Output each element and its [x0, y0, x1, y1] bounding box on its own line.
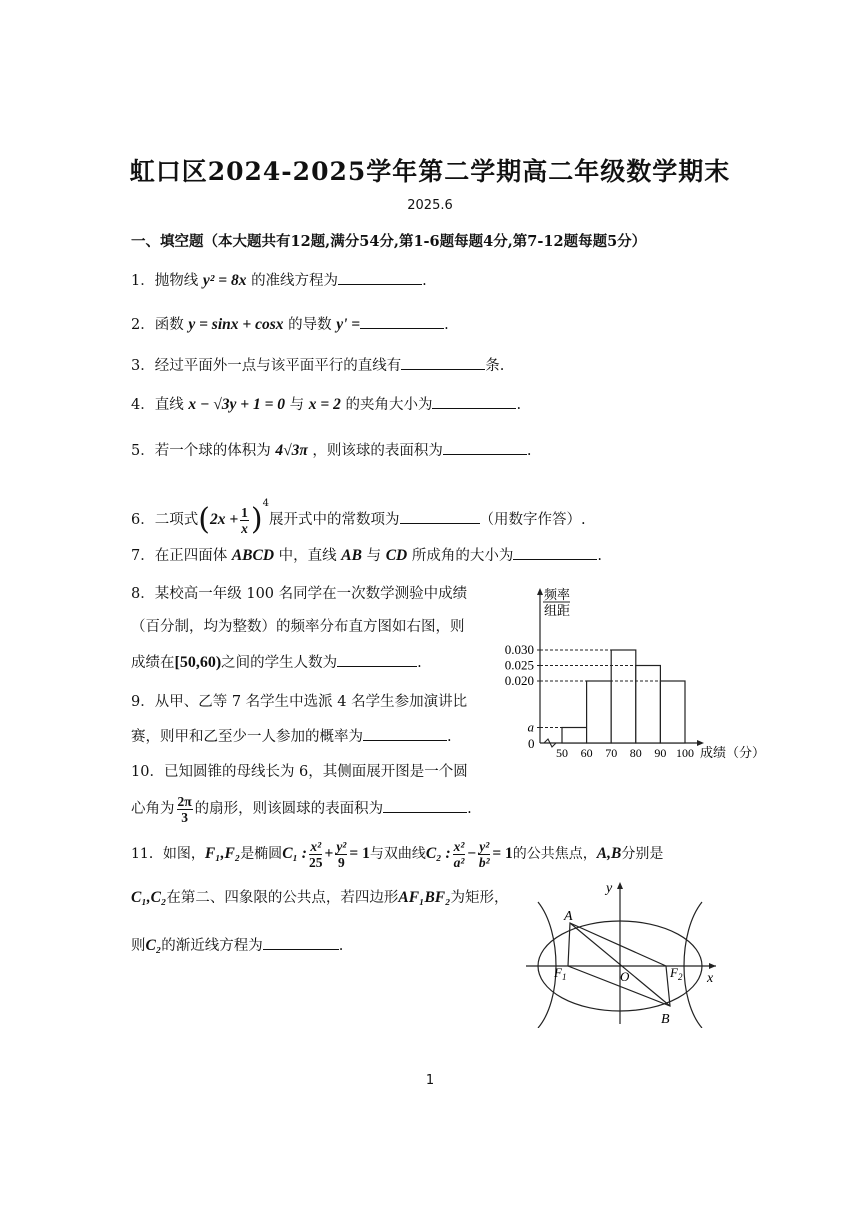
question-text: 之间的学生人数为 [221, 655, 338, 671]
y-axis-arrow-icon [537, 588, 543, 595]
y-tick-label: a [527, 719, 534, 735]
question-number: 8． [131, 586, 155, 602]
question-text: 在正四面体 [154, 548, 228, 564]
y-tick-label: 0.030 [504, 642, 534, 657]
fraction-numerator: 1 [241, 504, 248, 520]
answer-blank[interactable] [400, 509, 480, 524]
question-text: 赛，则甲和乙至少一人参加的概率为 [131, 729, 363, 745]
exponent: 4 [262, 498, 270, 509]
y-tick-label: 0.025 [504, 657, 534, 673]
fraction-denominator: x [241, 520, 248, 536]
answer-blank[interactable] [337, 652, 417, 667]
question-text: 二项式 [154, 512, 199, 528]
question-number: 9． [131, 694, 155, 710]
x-tick-label: 50 [556, 746, 568, 760]
question-7 [131, 545, 602, 566]
question-text: . [516, 397, 522, 413]
question-text: 抛物线 [154, 273, 199, 289]
question-5 [131, 440, 532, 461]
math-expr: F₁,F₂ [204, 845, 241, 862]
x-tick-label: 90 [654, 746, 667, 760]
answer-blank[interactable] [401, 355, 485, 370]
math-expr: y' = [336, 316, 361, 333]
answer-blank[interactable] [443, 440, 527, 455]
question-text: 与 [366, 548, 382, 564]
histogram-bar [611, 650, 636, 743]
fraction-denominator: 25 [308, 854, 323, 870]
math-expr: AB [341, 547, 362, 564]
question-text: 某校高一年级 100 名同学在一次数学测验中成绩 [154, 586, 468, 602]
question-text: 所成角的大小为 [411, 548, 514, 564]
question-9-line-2 [131, 726, 452, 747]
answer-blank[interactable] [432, 394, 516, 409]
question-text: 在第二、四象限的公共点，若四边形 [166, 890, 399, 906]
left-paren: ( [198, 502, 210, 537]
math-expr: y = sinx + cosx [188, 316, 284, 333]
fraction-denominator: 9 [337, 854, 345, 870]
question-8-line-1 [131, 584, 467, 604]
question-text: 函数 [154, 317, 184, 333]
question-text: 心角为 [131, 801, 175, 817]
math-expr: [50,60) [174, 654, 222, 671]
question-text: 的夹角大小为 [345, 397, 433, 413]
question-text: . [422, 273, 427, 289]
fraction [309, 839, 323, 870]
x-tick-label: 70 [605, 746, 618, 760]
point-a-label: A [564, 909, 573, 924]
math-expr: x = 2 [308, 396, 341, 413]
answer-blank[interactable] [513, 545, 597, 560]
question-text: 若一个球的体积为 [154, 443, 271, 459]
question-text: . [526, 443, 532, 459]
math-expr: = 1 [492, 845, 513, 862]
question-number: 2． [131, 317, 155, 333]
fraction [240, 505, 249, 536]
histogram-bar [562, 728, 587, 744]
point-b-label: B [661, 1012, 670, 1027]
question-text: 的准线方程为 [251, 273, 339, 289]
x-tick-label: 60 [580, 746, 593, 760]
question-text: （用数字作答）. [479, 512, 586, 528]
question-11-line-2 [131, 888, 509, 908]
fraction-denominator: b² [478, 854, 490, 870]
question-number: 10． [131, 764, 164, 780]
question-text: 展开式中的常数项为 [269, 512, 400, 528]
question-text: ，则该球的表面积为 [312, 443, 443, 459]
math-expr: 4√3π [275, 442, 308, 459]
x-tick-label: 100 [676, 746, 694, 760]
x-axis-arrow-icon [709, 963, 716, 969]
question-11-line-3 [131, 935, 343, 956]
y-axis-label: y [606, 881, 613, 896]
question-text: . [444, 317, 449, 333]
question-text: . [597, 548, 602, 564]
question-text: 与 [289, 397, 305, 413]
y-axis-label-bottom: 组距 [544, 603, 571, 618]
question-text: . [338, 938, 344, 954]
y-axis-label-top: 频率 [544, 587, 571, 602]
math-expr: CD [385, 547, 408, 564]
question-text: 则 [131, 938, 146, 954]
ellipse-hyperbola-figure [520, 876, 730, 1028]
origin-label: 0 [528, 736, 535, 751]
question-number: 6． [131, 512, 155, 528]
question-number: 7． [131, 548, 155, 564]
x-axis-label: x [707, 971, 714, 986]
question-1 [131, 270, 427, 291]
fraction [453, 839, 466, 870]
math-expr: = 1 [349, 845, 370, 862]
focus-f2-label: $F_2$ [670, 965, 683, 982]
question-10-line-2 [131, 790, 472, 828]
fraction-denominator: 3 [181, 809, 188, 825]
question-number: 11． [131, 846, 163, 862]
question-3 [131, 355, 504, 376]
question-4 [131, 394, 521, 415]
math-expr: y² = 8x [202, 272, 247, 289]
histogram-bar [587, 681, 612, 743]
fraction [177, 794, 193, 825]
question-text: . [417, 655, 422, 671]
hyperbola-right-branch [684, 902, 702, 1028]
exam-date: 2025.6 [407, 198, 453, 213]
page-title: 虹口区2024-2025学年第二学期高二年级数学期末 [129, 157, 731, 186]
math-expr: C₂ [145, 937, 162, 954]
fraction-numerator: x² [310, 838, 322, 854]
question-number: 1． [131, 273, 155, 289]
answer-blank[interactable] [363, 726, 447, 741]
answer-blank[interactable] [338, 270, 422, 285]
math-expr: 2x + [209, 511, 239, 528]
question-text: 的公共焦点， [512, 846, 597, 862]
question-text: 的扇形，则该圆球的表面积为 [194, 801, 384, 817]
math-expr: AF₁BF₂ [398, 889, 451, 906]
question-text: 直线 [154, 397, 184, 413]
question-text: 成绩在 [131, 655, 175, 671]
fraction-numerator: x² [453, 838, 465, 854]
x-axis-label: 成绩（分） [700, 745, 766, 760]
question-text: . [447, 729, 452, 745]
question-text: （百分制，均为整数）的频率分布直方图如右图，则 [131, 619, 465, 635]
answer-blank[interactable] [383, 798, 467, 813]
x-tick-label: 80 [629, 746, 642, 760]
question-text: 已知圆锥的母线长为 6，其侧面展开图是一个圆 [163, 764, 468, 780]
histogram-bar [636, 666, 661, 744]
histogram-plot [505, 587, 765, 760]
math-expr: x − √3y + 1 = 0 [188, 396, 286, 413]
y-axis-arrow-icon [617, 882, 623, 889]
question-6 [131, 484, 586, 540]
answer-blank[interactable] [360, 314, 444, 329]
question-10-line-1 [131, 762, 468, 782]
question-text: 的导数 [288, 317, 332, 333]
question-text: 为矩形， [450, 890, 509, 906]
question-text: 的渐近线方程为 [161, 938, 263, 954]
math-expr: A,B [596, 845, 622, 862]
question-text: . [467, 801, 472, 817]
fraction-denominator: a² [453, 854, 465, 870]
question-number: 5． [131, 443, 155, 459]
question-text: 条. [485, 358, 505, 374]
focus-f1-label: $F_1$ [554, 965, 567, 982]
question-2 [131, 314, 449, 335]
math-expr: + [324, 845, 334, 862]
origin-o-label: O [620, 969, 630, 984]
math-expr: − [467, 845, 477, 862]
fraction-numerator: 2π [177, 793, 192, 809]
question-text: 从甲、乙等 7 名学生中选派 4 名学生参加演讲比 [154, 694, 468, 710]
question-text: 是椭圆 [240, 846, 283, 862]
right-paren: ) [250, 502, 263, 537]
math-expr: C₁,C₂ [131, 889, 167, 906]
question-number: 3． [131, 358, 155, 374]
frequency-histogram [490, 580, 780, 765]
fraction-numerator: y² [336, 838, 347, 854]
histogram-bar [660, 681, 685, 743]
fraction [478, 839, 490, 870]
math-expr: C₂ : [425, 845, 451, 862]
fraction [335, 839, 347, 870]
math-expr: C₁ : [282, 845, 307, 862]
question-text: 中，直线 [278, 548, 337, 564]
question-8-line-3 [131, 652, 422, 673]
question-8-line-2 [131, 617, 465, 637]
section-heading: 一、填空题（本大题共有12题,满分54分,第1-6题每题4分,第7-12题每题5分） [131, 233, 647, 250]
math-expr: ABCD [231, 547, 275, 564]
question-number: 4． [131, 397, 155, 413]
question-text: 分别是 [621, 846, 664, 862]
page-number: 1 [425, 1073, 435, 1088]
question-text: 如图， [162, 846, 205, 862]
answer-blank[interactable] [263, 935, 339, 950]
question-9-line-1 [131, 692, 467, 712]
question-11-line-1 [131, 834, 663, 874]
y-tick-label: 0.020 [504, 673, 534, 688]
question-text: 与双曲线 [369, 846, 426, 862]
question-text: 经过平面外一点与该平面平行的直线有 [154, 358, 402, 374]
fraction-numerator: y² [479, 838, 490, 854]
